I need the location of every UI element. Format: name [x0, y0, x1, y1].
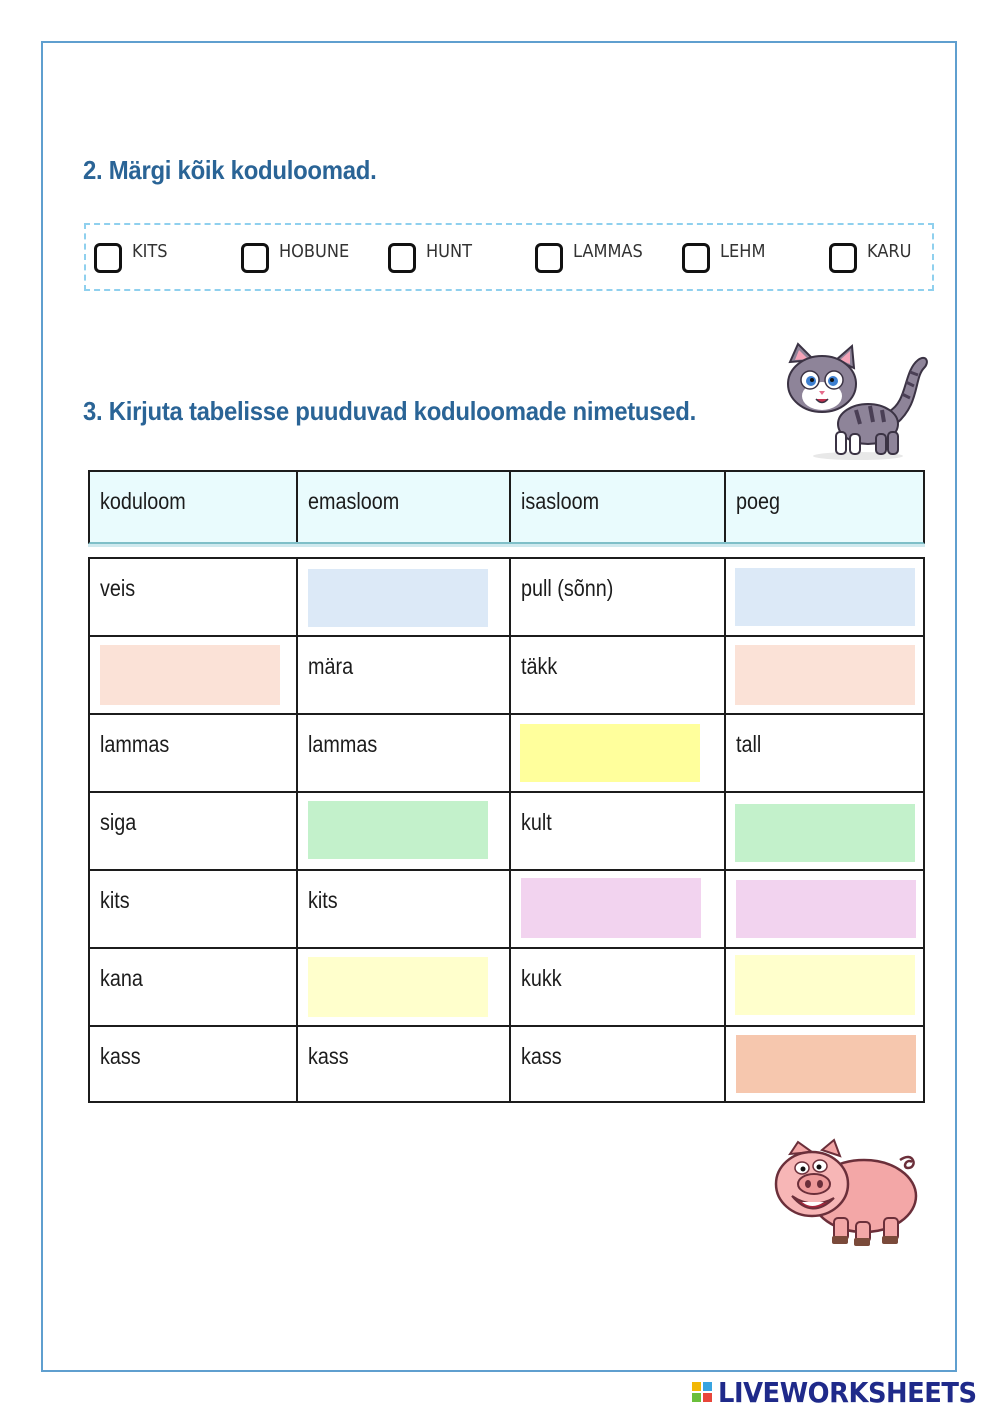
option-label: HOBUNE — [279, 241, 350, 262]
table-cell — [726, 1027, 923, 1101]
table-cell — [298, 559, 511, 637]
checkbox-kits[interactable] — [94, 243, 122, 273]
cell-text: lammas — [100, 731, 170, 757]
cell-text: kana — [100, 965, 143, 991]
option-label: KITS — [132, 241, 168, 262]
option-lehm — [682, 241, 770, 277]
cell-text: siga — [100, 809, 137, 835]
option-hunt — [388, 241, 477, 277]
pig-illustration — [772, 1138, 922, 1248]
table-cell — [298, 949, 511, 1027]
answer-field-lammas-isasloom[interactable] — [520, 724, 700, 782]
cell-text: tall — [736, 731, 762, 757]
cell-text: kass — [308, 1043, 349, 1069]
table-cell — [726, 637, 923, 715]
option-label: KARU — [867, 241, 912, 262]
cell-text: kits — [100, 887, 130, 913]
checkbox-karu[interactable] — [829, 243, 857, 273]
table-cell — [726, 949, 923, 1027]
header-cell — [90, 472, 298, 542]
option-hobune — [241, 241, 357, 277]
table-cell — [90, 637, 298, 715]
brand-name: LIVEWORKSHEETS — [718, 1375, 977, 1409]
header-poeg: poeg — [736, 488, 781, 514]
cell-text: lammas — [308, 731, 378, 757]
cell-text: kits — [308, 887, 338, 913]
footer-brand — [692, 1376, 999, 1408]
table-cell — [511, 559, 726, 637]
table-header — [88, 470, 925, 544]
table-cell — [298, 871, 511, 949]
answer-field-kits-isasloom[interactable] — [521, 878, 701, 938]
table-cell — [298, 793, 511, 871]
table-cell — [90, 559, 298, 637]
task-3-title: 3. Kirjuta tabelisse puuduvad koduloomade nimetused. — [83, 396, 697, 426]
cell-text: mära — [308, 653, 354, 679]
header-koduloom: koduloom — [100, 488, 186, 514]
cat-illustration — [778, 342, 933, 462]
checkbox-group — [84, 223, 934, 291]
answer-field-hobune-koduloom[interactable] — [100, 645, 280, 705]
cell-text: kult — [521, 809, 552, 835]
task-2-title: 2. Märgi kõik koduloomad. — [83, 155, 377, 185]
answer-field-siga-poeg[interactable] — [735, 804, 915, 862]
table-cell — [90, 715, 298, 793]
table-cell — [90, 793, 298, 871]
table-cell — [298, 715, 511, 793]
table-cell — [511, 1027, 726, 1101]
table-cell — [726, 715, 923, 793]
cell-text: veis — [100, 575, 136, 601]
header-emasloom: emasloom — [308, 488, 400, 514]
table-cell — [298, 1027, 511, 1101]
table-cell — [511, 793, 726, 871]
answer-field-kass-poeg[interactable] — [736, 1035, 916, 1093]
cell-text: kass — [100, 1043, 141, 1069]
checkbox-hobune[interactable] — [241, 243, 269, 273]
answer-field-kana-emasloom[interactable] — [308, 957, 488, 1017]
cell-text: kass — [521, 1043, 562, 1069]
header-cell — [298, 472, 511, 542]
answer-field-kits-poeg[interactable] — [736, 880, 916, 938]
table-cell — [90, 1027, 298, 1101]
header-cell — [726, 472, 923, 542]
table-cell — [726, 871, 923, 949]
answer-field-siga-emasloom[interactable] — [308, 801, 488, 859]
table-cell — [90, 949, 298, 1027]
table-cell — [511, 715, 726, 793]
table-cell — [298, 637, 511, 715]
cell-text: kukk — [521, 965, 562, 991]
checkbox-lehm[interactable] — [682, 243, 710, 273]
animal-table — [88, 557, 925, 1103]
header-isasloom: isasloom — [521, 488, 600, 514]
answer-field-hobune-poeg[interactable] — [735, 645, 915, 705]
cell-text: täkk — [521, 653, 558, 679]
table-cell — [726, 793, 923, 871]
answer-field-kana-poeg[interactable] — [735, 955, 915, 1015]
answer-field-veis-emasloom[interactable] — [308, 569, 488, 627]
table-cell — [511, 637, 726, 715]
option-lammas — [535, 241, 651, 277]
checkbox-lammas[interactable] — [535, 243, 563, 273]
header-cell — [511, 472, 726, 542]
option-kits — [94, 241, 172, 277]
table-cell — [90, 871, 298, 949]
answer-field-veis-poeg[interactable] — [735, 568, 915, 626]
cell-text: pull (sõnn) — [521, 575, 614, 601]
option-karu — [829, 241, 916, 277]
brand-logo-icon — [692, 1382, 712, 1402]
checkbox-hunt[interactable] — [388, 243, 416, 273]
option-label: HUNT — [426, 241, 473, 262]
table-cell — [726, 559, 923, 637]
option-label: LAMMAS — [573, 241, 643, 262]
option-label: LEHM — [720, 241, 766, 262]
table-cell — [511, 871, 726, 949]
table-cell — [511, 949, 726, 1027]
